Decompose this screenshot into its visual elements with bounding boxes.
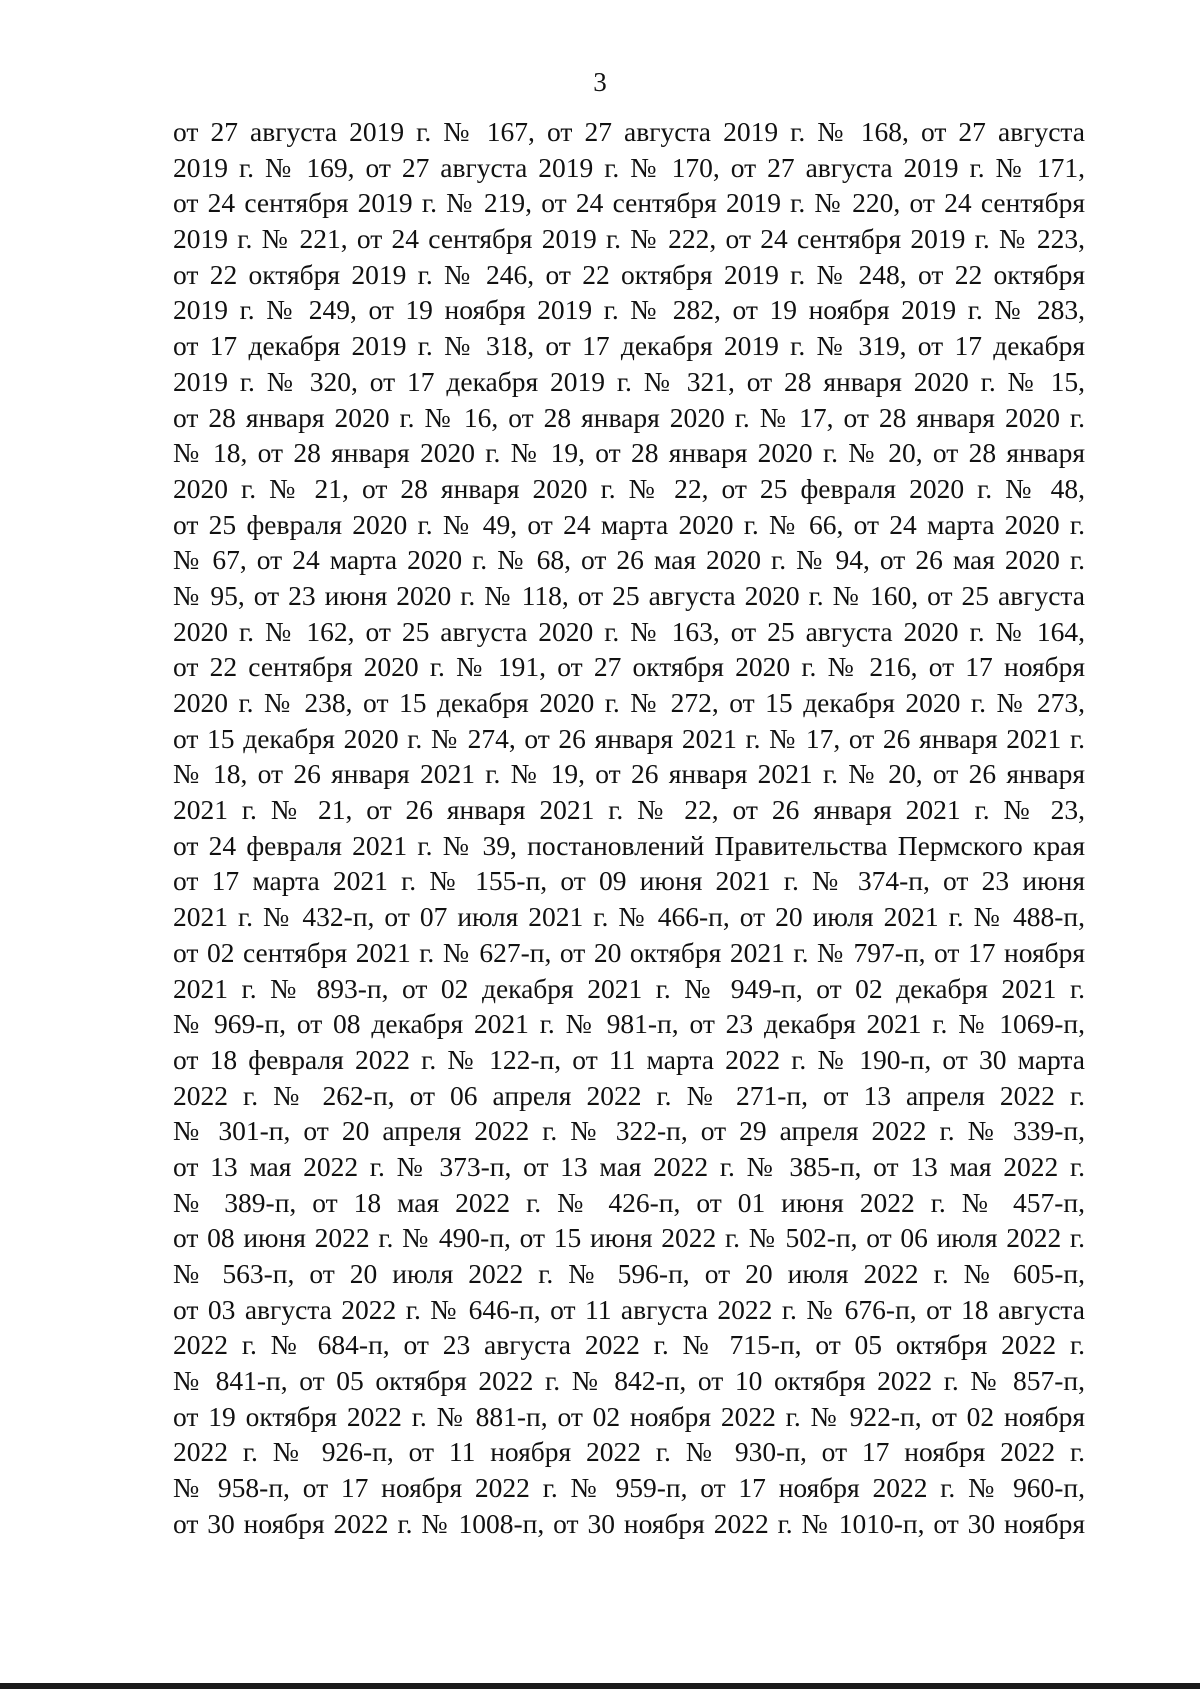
text-line: от 17 декабря 2019 г. № 318, от 17 декабря 2019 г. № 319, от 17 декабря [173,330,1085,362]
text-line: 2020 г. № 21, от 28 января 2020 г. № 22, от 25 февраля 2020 г. № 48, [173,472,1085,504]
text-line: от 22 октября 2019 г. № 246, от 22 октября 2019 г. № 248, от 22 октября [173,258,1085,290]
text-line: от 15 декабря 2020 г. № 274, от 26 января 2021 г. № 17, от 26 января 2021 г. [173,722,1085,754]
text-line: № 969-п, от 08 декабря 2021 г. № 981-п, от 23 декабря 2021 г. № 1069-п, [173,1008,1085,1040]
text-line: от 02 сентября 2021 г. № 627-п, от 20 октября 2021 г. № 797-п, от 17 ноября [173,936,1085,968]
text-line: от 19 октября 2022 г. № 881-п, от 02 ноября 2022 г. № 922-п, от 02 ноября [173,1400,1085,1432]
text-line: 2019 г. № 249, от 19 ноября 2019 г. № 282, от 19 ноября 2019 г. № 283, [173,294,1085,326]
text-line: № 18, от 28 января 2020 г. № 19, от 28 января 2020 г. № 20, от 28 января [173,437,1085,469]
text-line: от 24 сентября 2019 г. № 219, от 24 сентября 2019 г. № 220, от 24 сентября [173,187,1085,219]
text-line: 2019 г. № 221, от 24 сентября 2019 г. № 222, от 24 сентября 2019 г. № 223, [173,223,1085,255]
text-line: № 95, от 23 июня 2020 г. № 118, от 25 августа 2020 г. № 160, от 25 августа [173,579,1085,611]
scan-edge [0,1683,1200,1689]
text-line: от 13 мая 2022 г. № 373-п, от 13 мая 2022 г. № 385-п, от 13 мая 2022 г. [173,1150,1085,1182]
text-line: от 17 марта 2021 г. № 155-п, от 09 июня 2021 г. № 374-п, от 23 июня [173,865,1085,897]
text-line: 2019 г. № 320, от 17 декабря 2019 г. № 321, от 28 января 2020 г. № 15, [173,365,1085,397]
text-line: 2021 г. № 432-п, от 07 июля 2021 г. № 466-п, от 20 июля 2021 г. № 488-п, [173,901,1085,933]
page-number: 3 [593,67,607,97]
text-line: № 841-п, от 05 октября 2022 г. № 842-п, от 10 октября 2022 г. № 857-п, [173,1365,1085,1397]
text-line: № 67, от 24 марта 2020 г. № 68, от 26 мая 2020 г. № 94, от 26 мая 2020 г. [173,544,1085,576]
text-line: от 18 февраля 2022 г. № 122-п, от 11 марта 2022 г. № 190-п, от 30 марта [173,1043,1085,1075]
text-line: от 24 февраля 2021 г. № 39, постановлений Правительства Пермского края [173,829,1085,861]
text-line: 2021 г. № 893-п, от 02 декабря 2021 г. № 949-п, от 02 декабря 2021 г. [173,972,1085,1004]
text-line: от 25 февраля 2020 г. № 49, от 24 марта 2020 г. № 66, от 24 марта 2020 г. [173,508,1085,540]
body-text [173,114,1085,1542]
text-line: от 08 июня 2022 г. № 490-п, от 15 июня 2022 г. № 502-п, от 06 июля 2022 г. [173,1222,1085,1254]
text-line: № 18, от 26 января 2021 г. № 19, от 26 января 2021 г. № 20, от 26 января [173,758,1085,790]
text-line: 2022 г. № 926-п, от 11 ноября 2022 г. № 930-п, от 17 ноября 2022 г. [173,1436,1085,1468]
text-line: 2020 г. № 162, от 25 августа 2020 г. № 163, от 25 августа 2020 г. № 164, [173,615,1085,647]
text-line: № 389-п, от 18 мая 2022 г. № 426-п, от 01 июня 2022 г. № 457-п, [173,1186,1085,1218]
text-line: № 958-п, от 17 ноября 2022 г. № 959-п, от 17 ноября 2022 г. № 960-п, [173,1472,1085,1504]
text-line: 2020 г. № 238, от 15 декабря 2020 г. № 272, от 15 декабря 2020 г. № 273, [173,687,1085,718]
text-line: 2019 г. № 169, от 27 августа 2019 г. № 170, от 27 августа 2019 г. № 171, [173,151,1085,183]
text-line: 2022 г. № 262-п, от 06 апреля 2022 г. № 271-п, от 13 апреля 2022 г. [173,1079,1085,1111]
text-line: от 03 августа 2022 г. № 646-п, от 11 августа 2022 г. № 676-п, от 18 августа [173,1293,1085,1325]
text-line: 2022 г. № 684-п, от 23 августа 2022 г. № 715-п, от 05 октября 2022 г. [173,1329,1085,1361]
text-line: от 22 сентября 2020 г. № 191, от 27 октября 2020 г. № 216, от 17 ноября [173,651,1085,683]
text-line: № 563-п, от 20 июля 2022 г. № 596-п, от 20 июля 2022 г. № 605-п, [173,1258,1085,1289]
text-line: от 27 августа 2019 г. № 167, от 27 августа 2019 г. № 168, от 27 августа [173,116,1085,147]
text-line: № 301-п, от 20 апреля 2022 г. № 322-п, от 29 апреля 2022 г. № 339-п, [173,1115,1085,1147]
text-line: от 30 ноября 2022 г. № 1008-п, от 30 ноября 2022 г. № 1010-п, от 30 ноября [173,1507,1085,1539]
text-line: 2021 г. № 21, от 26 января 2021 г. № 22, от 26 января 2021 г. № 23, [173,794,1085,826]
text-line: от 28 января 2020 г. № 16, от 28 января 2020 г. № 17, от 28 января 2020 г. [173,401,1085,433]
